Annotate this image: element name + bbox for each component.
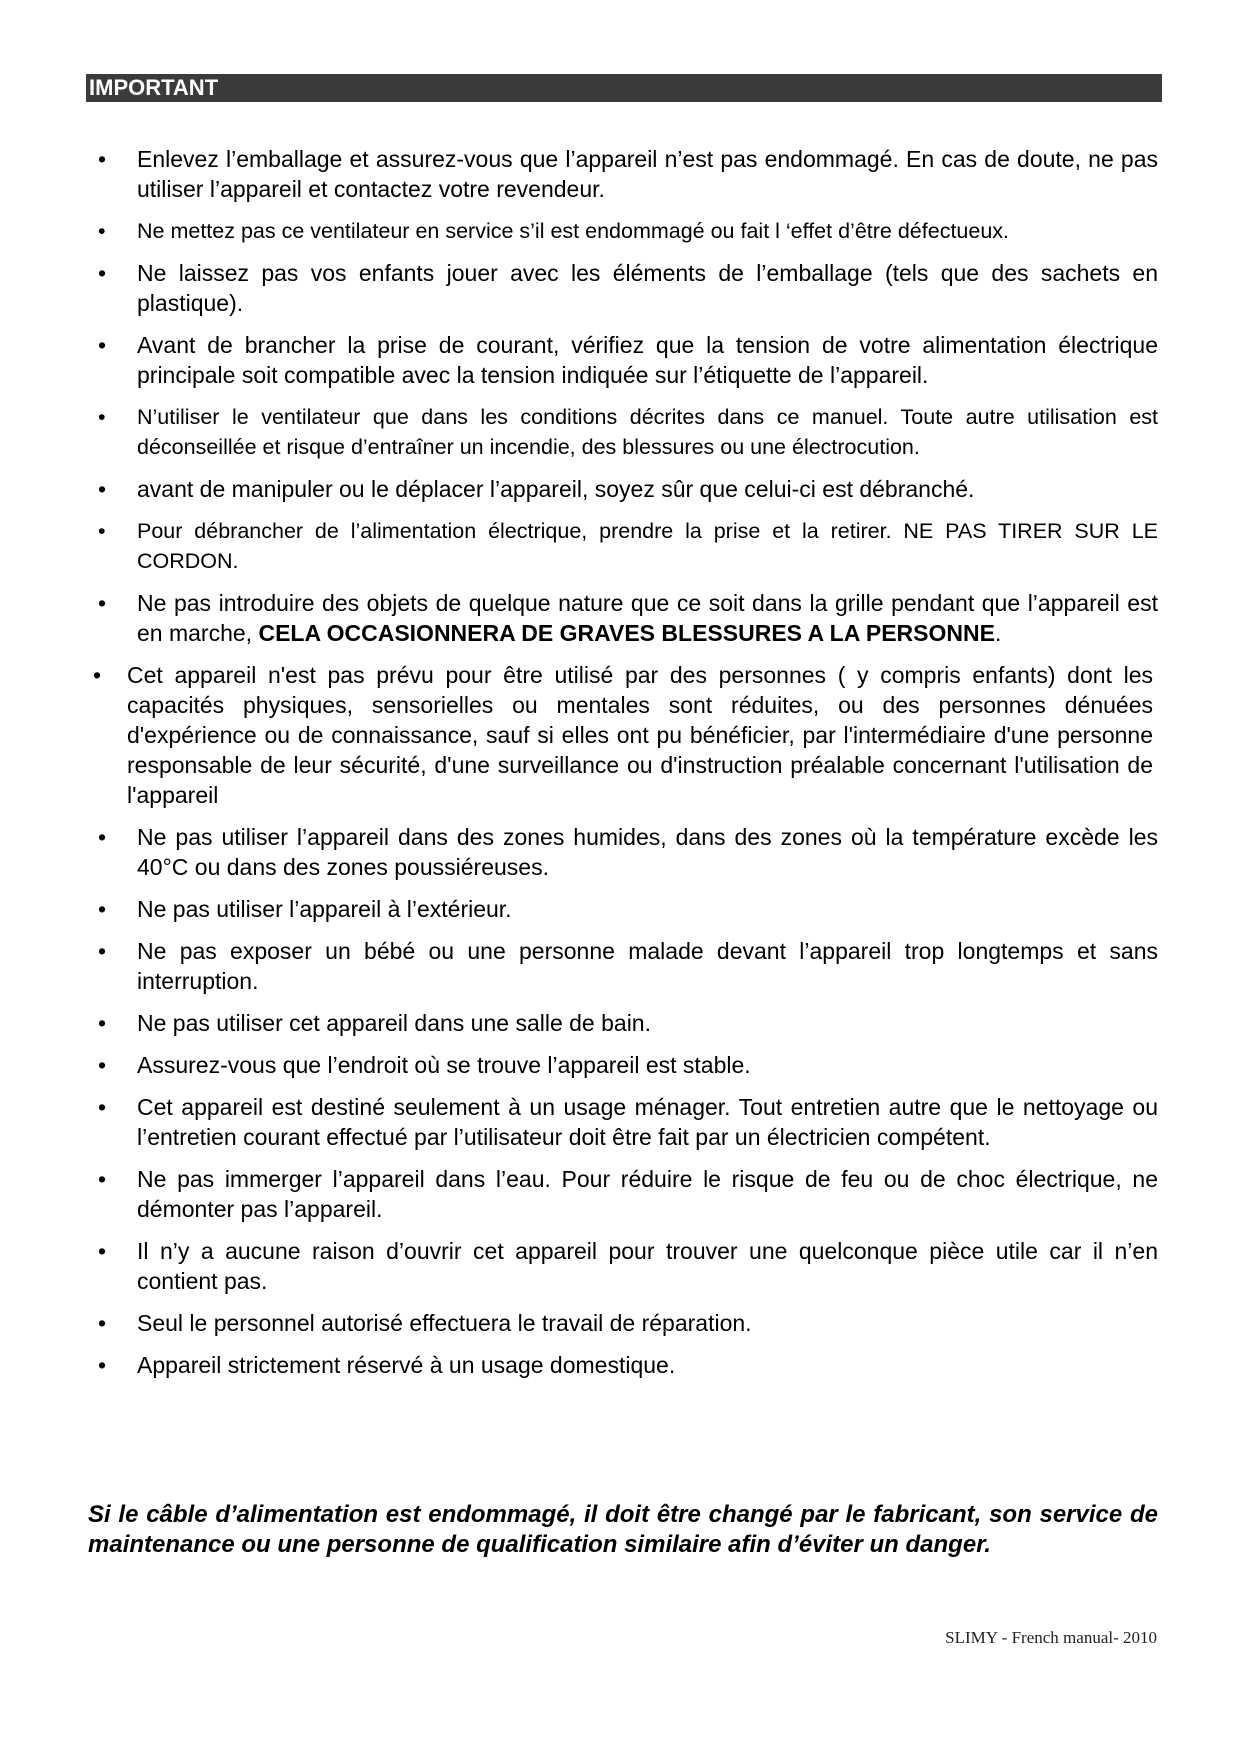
bullet-icon: • (98, 405, 106, 429)
list-item (98, 330, 1158, 390)
list-item (98, 402, 1158, 462)
list-item (98, 894, 1158, 924)
bullet-icon: • (98, 332, 107, 358)
list-item (98, 822, 1158, 882)
list-item-end: . (994, 620, 1002, 646)
list-item (98, 1308, 1158, 1338)
bullet-icon: • (98, 896, 107, 922)
bullet-icon: • (98, 519, 106, 543)
bullet-icon: • (98, 1010, 107, 1036)
bullet-icon: • (98, 219, 106, 243)
list-item-text: Enlevez l’emballage et assurez-vous que l’appareil n’est pas endommagé. En cas de doute, ne pas utiliser l’appareil et contactez votre revendeur. (137, 146, 1158, 202)
list-item (98, 144, 1158, 204)
list-item-text: Ne mettez pas ce ventilateur en service s’il est endommagé ou fait l ‘effet d’être défectueux. (137, 219, 1010, 243)
list-item-text: Ne pas utiliser l’appareil dans des zones humides, dans des zones où la température excède les 40°C ou dans des zones poussiéreuses. (137, 824, 1158, 880)
list-item (98, 1350, 1158, 1380)
list-item-text: Ne pas exposer un bébé ou une personne malade devant l’appareil trop longtemps et sans interruption. (137, 938, 1158, 994)
list-item (98, 516, 1158, 576)
list-item-text: Avant de brancher la prise de courant, vérifiez que la tension de votre alimentation électrique principale soit compatible avec la tension indiquée sur l’étiquette de l’appareil. (137, 332, 1158, 388)
list-item-text: Cet appareil n'est pas prévu pour être utilisé par des personnes ( y compris enfants) dont les capacités physiques, sensorielles ou mentales sont réduites, ou des personnes dénuées d'expérience ou de connaissance, sauf si elles ont pu bénéficier, par l'intermédiaire d'une personne responsable de leur sécurité, d'une surveillance ou d'instruction préalable concernant l'utilisation de l'appareil (127, 662, 1153, 808)
list-item (93, 660, 1153, 810)
list-item-text: Ne pas introduire des objets de quelque nature que ce soit dans la grille pendant que l’appareil est en marche, (137, 590, 1158, 646)
bullet-icon: • (98, 938, 107, 964)
list-item-text: Ne pas immerger l’appareil dans l’eau. Pour réduire le risque de feu ou de choc électrique, ne démonter pas l’appareil. (137, 1166, 1158, 1222)
injury-warning: CELA OCCASIONNERA DE GRAVES BLESSURES A LA PERSONNE (258, 620, 995, 646)
bullet-icon: • (98, 1052, 107, 1078)
list-item-text: avant de manipuler ou le déplacer l’appareil, soyez sûr que celui-ci est débranché. (137, 476, 975, 502)
list-item (98, 936, 1158, 996)
list-item (98, 1008, 1158, 1038)
list-item-text: Ne laissez pas vos enfants jouer avec les éléments de l’emballage (tels que des sachets en plastique). (137, 260, 1158, 316)
list-item (98, 1236, 1158, 1296)
list-item-grille-warning (98, 588, 1158, 648)
bullet-icon: • (98, 1310, 107, 1336)
list-item (98, 1050, 1158, 1080)
power-cable-note: Si le câble d’alimentation est endommagé, il doit être changé par le fabricant, son service de maintenance ou une personne de qualification similaire afin d’éviter un danger. (88, 1501, 1158, 1558)
bullet-icon: • (98, 590, 107, 616)
bullet-icon: • (98, 1166, 107, 1192)
list-item (98, 474, 1158, 504)
list-item (98, 1164, 1158, 1224)
list-item-text: Pour débrancher de l’alimentation électrique, prendre la prise et la retirer. NE PAS TIRER SUR LE CORDON. (137, 519, 1158, 573)
list-item (98, 1092, 1158, 1152)
list-item-text: Cet appareil est destiné seulement à un usage ménager. Tout entretien autre que le nettoyage ou l’entretien courant effectué par l’utilisateur doit être fait par un électricien compétent. (137, 1094, 1158, 1150)
bullet-icon: • (98, 1352, 107, 1378)
bullet-icon: • (98, 1238, 107, 1264)
list-item (98, 258, 1158, 318)
bullet-icon: • (98, 260, 107, 286)
list-item-text: Appareil strictement réservé à un usage domestique. (137, 1352, 676, 1378)
bullet-icon: • (98, 824, 107, 850)
section-heading: IMPORTANT (86, 74, 1162, 102)
list-item-text: Assurez-vous que l’endroit où se trouve l’appareil est stable. (137, 1052, 751, 1078)
list-item-text: Ne pas utiliser l’appareil à l’extérieur. (137, 896, 512, 922)
bullet-icon: • (93, 662, 102, 688)
bullet-icon: • (98, 146, 107, 172)
bullet-icon: • (98, 1094, 107, 1120)
bullet-icon: • (98, 476, 107, 502)
list-item (98, 216, 1158, 246)
page-footer: SLIMY - French manual- 2010 (945, 1628, 1157, 1647)
list-item-text: N’utiliser le ventilateur que dans les conditions décrites dans ce manuel. Toute autre utilisation est déconseillée et risque d’entraîner un incendie, des blessures ou une électrocution. (137, 405, 1158, 459)
safety-instructions-list (93, 144, 1158, 1392)
list-item-text: Ne pas utiliser cet appareil dans une salle de bain. (137, 1010, 651, 1036)
list-item-text: Il n’y a aucune raison d’ouvrir cet appareil pour trouver une quelconque pièce utile car il n’en contient pas. (137, 1238, 1158, 1294)
list-item-text: Seul le personnel autorisé effectuera le travail de réparation. (137, 1310, 752, 1336)
